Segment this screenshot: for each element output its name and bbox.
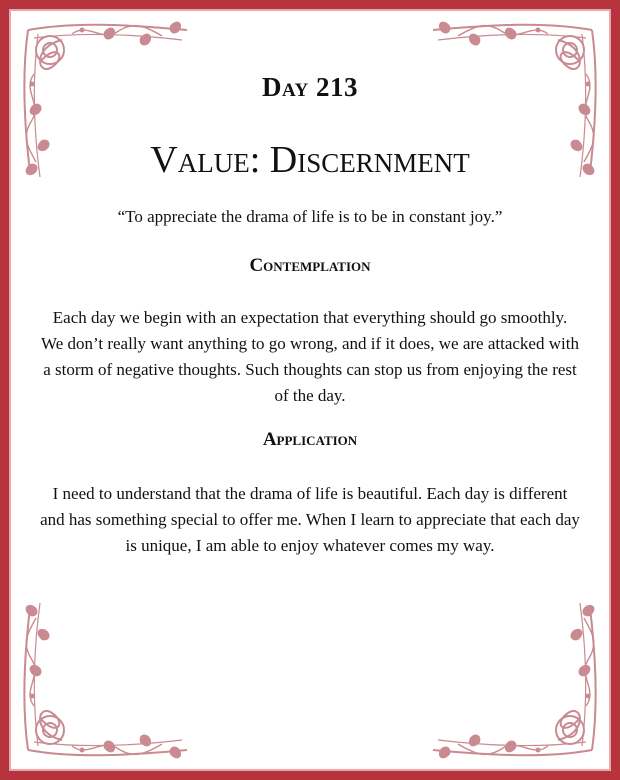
floral-corner-ornament-icon — [418, 598, 608, 768]
day-number: Day 213 — [262, 72, 358, 102]
application-heading: Application — [262, 429, 358, 450]
application-text: I need to understand that the drama of life is beautiful. Each day is different and has something special to offer me. When I learn to appreciate that each day is unique, I am able to enjoy whatever comes my way. — [40, 484, 580, 555]
contemplation-heading: Contemplation — [249, 255, 371, 276]
floral-corner-ornament-icon — [12, 598, 202, 768]
contemplation-text: Each day we begin with an expectation that everything should go smoothly. We don’t really want anything to go wrong, and if it does, we are attacked with a storm of negative thoughts. Such thoughts can stop us from enjoying the rest of the day. — [41, 308, 579, 405]
value-title: Value: Discernment — [150, 139, 470, 181]
quote: “To appreciate the drama of life is to be in constant joy.” — [117, 207, 503, 226]
